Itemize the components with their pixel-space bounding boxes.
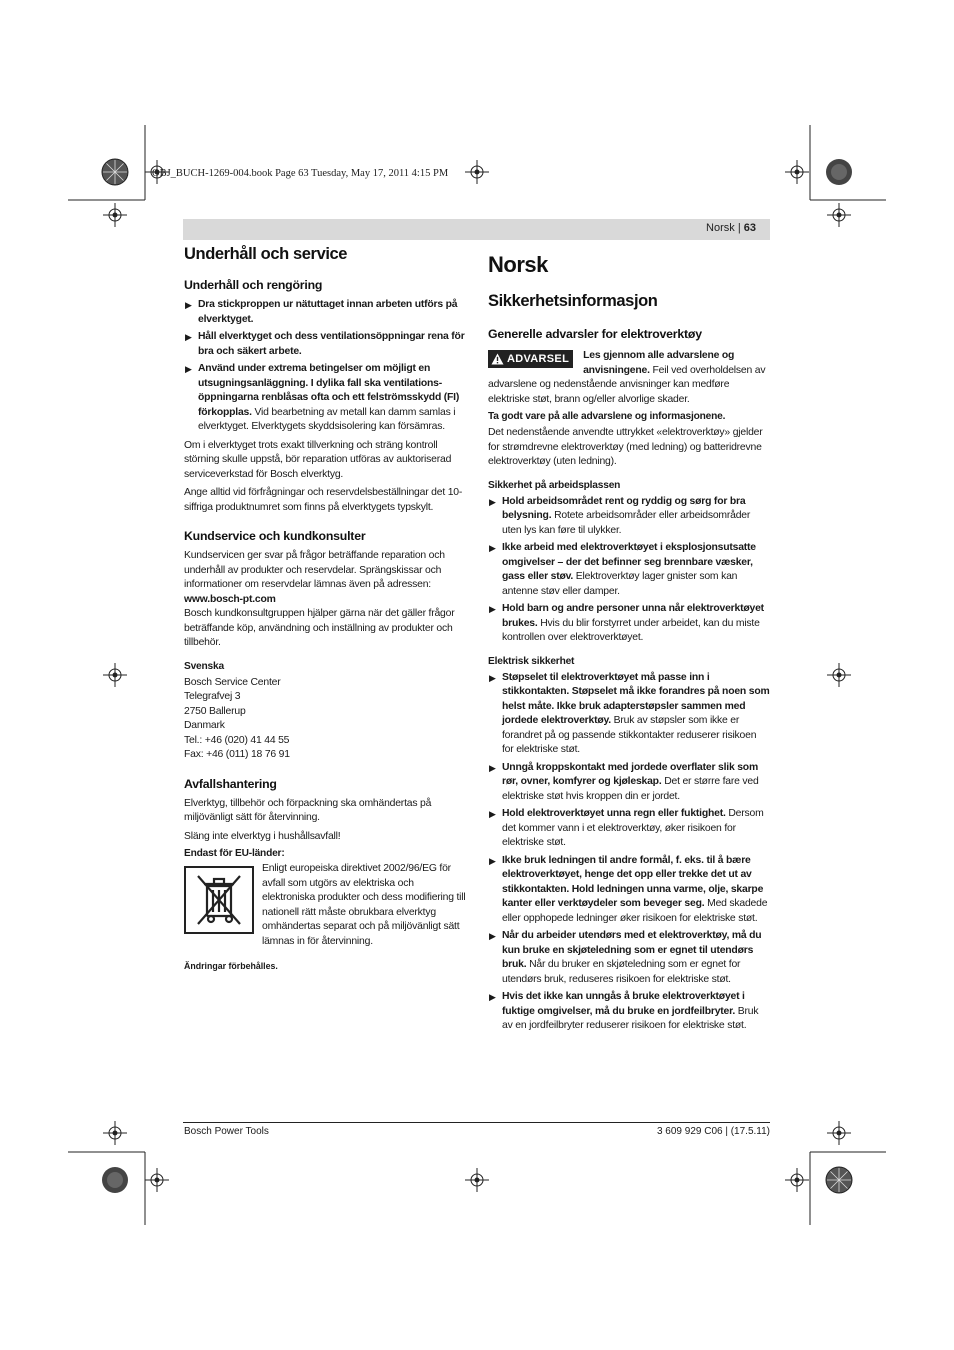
weee-block [184, 862, 467, 949]
disposal-heading: Avfallshantering [184, 776, 277, 791]
electrical-heading: Elektrisk sikkerhet [488, 655, 575, 667]
bullet-item: ▶ Unngå kroppskontakt med jordede overflater slik som rør, ovner, komfyrer og kjøleskap. Det er større fare ved elektriske støt hvis kroppen din er jordet. [489, 761, 759, 802]
left-column [184, 245, 467, 971]
bullet-arrow-icon: ▶ [489, 762, 496, 773]
address-line: Danmark [184, 720, 225, 731]
eu-directive-text: Enligt europeiska direktivet 2002/96/EG för avfall som utgörs av elektriska och elektroniska produkter och dess modifiering till nationell rätt måste obrukbara elverktyg omhändertas separat och på miljövänligt sätt lämnas in för återvinning. [262, 863, 466, 947]
footer-doc-number: 3 609 929 C06 | (17.5.11) [656, 1126, 770, 1137]
customer-service-paragraph: Kundservicen ger svar på frågor beträffande reparation och underhåll av produkter och reservdelar. Sprängskissar och informationer om reservdelar lämnas även på adressen: [184, 550, 445, 590]
address-line: Telegrafvej 3 [184, 691, 241, 702]
bullet-arrow-icon: ▶ [185, 300, 192, 310]
warning-badge: ADVARSEL [488, 350, 573, 368]
bullet-arrow-icon: ▶ [489, 931, 496, 941]
disposal-paragraph: Elverktyg, tillbehör och förpackning ska omhändertas på miljövänligt sätt för återvinning. [184, 797, 432, 823]
service-url[interactable]: www.bosch-pt.com [184, 593, 276, 605]
print-info: OBJ_BUCH-1269-004.book Page 63 Tuesday, May 17, 2011 4:15 PM [152, 168, 449, 179]
warning-text: Les gjennom alle advarslene og anvisningene. Feil ved overholdelsen av advarslene og nedenstående anvisninger kan medføre elektriske støt, brann og/eller alvorlige skader. [488, 350, 766, 405]
bullet-item: ▶ Hold barn og andre personer unna når elektroverktøyet brukes. Hvis du blir forstyrret under arbeidet, kan du miste kontrollen over elektroverktøyet. [489, 603, 764, 643]
customer-service-heading: Kundservice och kundkonsulter [184, 529, 366, 543]
bullet-item: ▶ Hvis det ikke kan unngås å bruke elektroverktøyet i fuktige omgivelser, må du bruke en jordfeilbryter. Bruk av en jordfeilbryter reduserer risikoen for elektriske støt. [489, 991, 759, 1031]
address-phone: Tel.: +46 (020) 41 44 55 [184, 734, 290, 746]
workplace-heading: Sikkerhet på arbeidsplassen [488, 479, 621, 491]
general-warnings-heading: Generelle advarsler for elektroverktøy [488, 327, 702, 341]
bullet-arrow-icon: ▶ [489, 809, 496, 819]
bullet-arrow-icon: ▶ [489, 672, 496, 683]
customer-consult-paragraph: Bosch kundkonsultgruppen hjälper gärna när det gäller frågor beträffande köp, användning och inställning av produkter och tillbehör. [184, 608, 455, 648]
bullet-arrow-icon: ▶ [489, 604, 496, 614]
header-text [706, 222, 756, 234]
address-line: Bosch Service Center [184, 676, 281, 688]
footer-brand: Bosch Power Tools [184, 1126, 269, 1137]
maintenance-heading: Underhåll och rengöring [184, 278, 323, 292]
bullet-item: ▶ Använd under extrema betingelser om möjligt en utsugningsanläggning. I dylika fall ska ventilations-öppningarna renblåsas ofta och ett felströmsskydd (FI) förkopplas. Vid bearbetning av metall kan damm samlas i elverktyget. Elverktygets skyddsisolering kan försämras. [185, 363, 460, 432]
service-address [184, 676, 467, 763]
bullet-item: ▶ Ikke bruk ledningen til andre formål, f. eks. til å bære elektroverktøyet, henge det opp eller trekke det ut av stikkontakten. Hold ledningen unna varme, olje, skarpe kanter eller verktøydeler som beveger seg. Med skadede eller opphopede ledninger øker risikoen for elektriske støt. [489, 854, 768, 924]
footer-rule [183, 1122, 770, 1123]
address-line: 2750 Ballerup [184, 705, 246, 717]
bullet-arrow-icon: ▶ [489, 543, 496, 553]
address-country: Svenska [184, 660, 224, 672]
bullet-arrow-icon: ▶ [489, 496, 496, 507]
address-fax: Fax: +46 (011) 18 76 91 [184, 749, 290, 760]
eu-heading: Endast för EU-länder: [184, 848, 285, 859]
bullet-arrow-icon: ▶ [489, 992, 496, 1002]
disposal-paragraph: Släng inte elverktyg i hushållsavfall! [184, 830, 341, 842]
page-number: 63 [743, 222, 756, 234]
warning-block [488, 349, 770, 407]
bullet-arrow-icon: ▶ [185, 364, 192, 374]
header-language: Norsk [706, 222, 735, 234]
crossed-out-wheelie-bin-icon [184, 866, 254, 934]
bullet-item: ▶ Støpselet til elektroverktøyet må passe inn i stikkontakten. Støpselet må ikke forandres på noen som helst måte. Ikke bruk adapterstøpsler sammen med jordede elektroverktøy. Bruk av støpsler som ikke er forandret på og passende stikkontakter reduserer risikoen for elektriske støt. [489, 671, 770, 755]
changes-note: Ändringar förbehålles. [184, 961, 278, 971]
bullet-arrow-icon: ▶ [185, 332, 192, 342]
maintenance-paragraph: Om i elverktyget trots exakt tillverkning och sträng kontroll störning skulle uppstå, bör reparation utföras av auktoriserad serviceverkstad för Bosch elverktyg. [184, 439, 452, 480]
right-column [488, 252, 770, 1037]
warning-triangle-icon [491, 353, 504, 365]
bullet-arrow-icon: ▶ [489, 855, 496, 866]
definition-paragraph: Det nedenstående anvendte uttrykket «elektroverktøy» gjelder for strømdrevne elektroverktøy (med ledning) og batteridrevne elektroverktøy (uten ledning). [488, 427, 763, 467]
bullet-item: ▶ Ikke arbeid med elektroverktøyet i eksplosjonsutsatte omgivelser – der det befinner seg brennbare væsker, gass eller støv. Elektroverktøy lager gnister som kan antenne støv eller damper. [489, 542, 756, 597]
left-section-title: Underhåll och service [184, 245, 348, 263]
language-title: Norsk [488, 252, 548, 277]
bullet-item: ▶ Dra stickproppen ur nätuttaget innan arbeten utförs på elverktyget. [185, 299, 458, 325]
bullet-item: ▶ Hold arbeidsområdet rent og ryddig og sørg for bra belysning. Rotete arbeidsområder eller arbeidsområder uten lys kan føre til ulykker. [489, 495, 751, 536]
maintenance-paragraph: Ange alltid vid förfrågningar och reservdelsbeställningar det 10-siffriga produktnumret som finns på elverktygets typskylt. [184, 487, 463, 513]
safety-section-title: Sikkerhetsinformasjon [488, 292, 658, 310]
bullet-item: ▶ Håll elverktyget och dess ventilationsöppningar rena för bra och säkert arbete. [185, 331, 465, 357]
keep-warnings-note: Ta godt vare på alle advarslene og informasjonene. [488, 411, 726, 422]
bullet-item: ▶ Når du arbeider utendørs med et elektroverktøy, må du kun bruke en skjøteledning som er egnet til utendørs bruk. Når du bruker en skjøteledning som er egnet for utendørs bruk, reduseres risikoen for elektriske støt. [489, 930, 762, 985]
page-header [183, 219, 770, 240]
header-separator: | [734, 222, 744, 234]
bullet-item: ▶ Hold elektroverktøyet unna regn eller fuktighet. Dersom det kommer vann i et elektroverktøy, øker risikoen for elektriske støt. [489, 808, 764, 848]
